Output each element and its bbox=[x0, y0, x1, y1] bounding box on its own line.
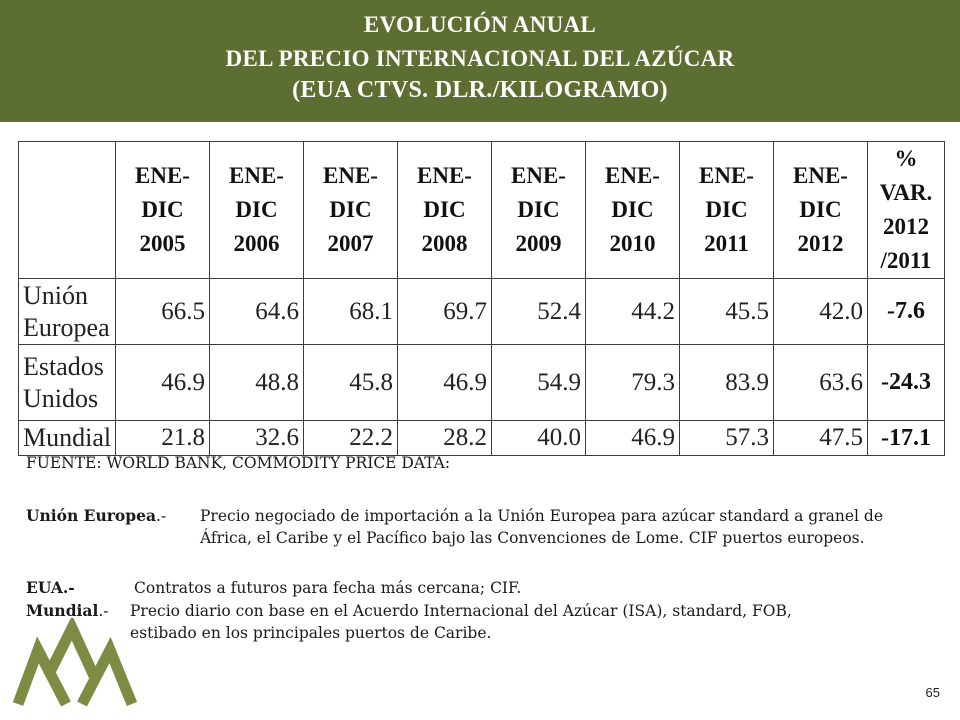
logo-peak-middle bbox=[48, 628, 94, 676]
row-label-estados-unidos: Estados Unidos bbox=[19, 345, 116, 421]
corner-cell bbox=[19, 142, 116, 279]
cell: 63.6 bbox=[774, 345, 868, 421]
cell: 42.0 bbox=[774, 279, 868, 345]
note-mundial: Mundial.- Precio diario con base en el Acuerdo Internacional del Azúcar (ISA), standard, FOB, estibado en los principales puertos de Caribe. bbox=[26, 600, 936, 644]
col-header-2008: ENE-DIC 2008 bbox=[398, 142, 492, 279]
cell: 68.1 bbox=[304, 279, 398, 345]
note-text-mundial-1: Precio diario con base en el Acuerdo Internacional del Azúcar (ISA), standard, FOB, bbox=[130, 602, 792, 620]
col-header-2009: ENE-DIC 2009 bbox=[492, 142, 586, 279]
cell: 52.4 bbox=[492, 279, 586, 345]
variation-cell: -17.1 bbox=[868, 421, 945, 456]
row-label-union-europea: Unión Europea bbox=[19, 279, 116, 345]
col-header-2006: ENE-DIC 2006 bbox=[210, 142, 304, 279]
variation-cell: -24.3 bbox=[868, 345, 945, 421]
cell: 28.2 bbox=[398, 421, 492, 456]
cell: 83.9 bbox=[680, 345, 774, 421]
header-row bbox=[19, 142, 945, 279]
cell: 66.5 bbox=[116, 279, 210, 345]
col-header-2011: ENE-DIC 2011 bbox=[680, 142, 774, 279]
cell: 45.5 bbox=[680, 279, 774, 345]
note-text-union-europea: Precio negociado de importación a la Unión Europea para azúcar standard a granel de África, el Caribe y el Pacífico bajo las Convenciones de Lome. CIF puertos europeos. bbox=[200, 507, 883, 547]
note-eua bbox=[26, 577, 936, 599]
table-row bbox=[19, 421, 945, 456]
cell: 32.6 bbox=[210, 421, 304, 456]
cell: 45.8 bbox=[304, 345, 398, 421]
cell: 64.6 bbox=[210, 279, 304, 345]
cell: 21.8 bbox=[116, 421, 210, 456]
cell: 40.0 bbox=[492, 421, 586, 456]
note-text-mundial-2: estibado en los principales puertos de Caribe. bbox=[130, 624, 492, 642]
title-banner bbox=[0, 0, 960, 122]
cell: 46.9 bbox=[586, 421, 680, 456]
col-header-var: % VAR. 2012 /2011 bbox=[868, 142, 945, 279]
cell: 22.2 bbox=[304, 421, 398, 456]
title-line-3: (EUA CTVS. DLR./KILOGRAMO) bbox=[292, 77, 668, 103]
col-header-2012: ENE-DIC 2012 bbox=[774, 142, 868, 279]
cell: 46.9 bbox=[116, 345, 210, 421]
col-header-2005: ENE-DIC 2005 bbox=[116, 142, 210, 279]
note-text-eua: Contratos a futuros para fecha más cercana; CIF. bbox=[134, 579, 522, 597]
title-line-2: DEL PRECIO INTERNACIONAL DEL AZÚCAR bbox=[225, 46, 735, 71]
note-label-union-europea: Unión Europea bbox=[26, 506, 157, 525]
variation-cell: -7.6 bbox=[868, 279, 945, 345]
cell: 57.3 bbox=[680, 421, 774, 456]
cell: 47.5 bbox=[774, 421, 868, 456]
cell: 54.9 bbox=[492, 345, 586, 421]
cell: 48.8 bbox=[210, 345, 304, 421]
cell: 79.3 bbox=[586, 345, 680, 421]
note-union-europea: Unión Europea.- Precio negociado de importación a la Unión Europea para azúcar standard a granel de África, el Caribe y el Pacífico bajo las Convenciones de Lome. CIF puertos europeos. bbox=[26, 505, 936, 549]
note-label-mundial: Mundial bbox=[26, 601, 99, 620]
source-note: FUENTE: WORLD BANK, COMMODITY PRICE DATA: bbox=[26, 454, 451, 472]
sugar-price-table bbox=[18, 141, 945, 456]
table-row bbox=[19, 345, 945, 421]
row-label-mundial: Mundial bbox=[19, 421, 116, 456]
note-label-eua: EUA.- bbox=[26, 578, 75, 597]
col-header-2007: ENE-DIC 2007 bbox=[304, 142, 398, 279]
company-logo bbox=[10, 618, 140, 710]
cell: 69.7 bbox=[398, 279, 492, 345]
col-header-2010: ENE-DIC 2010 bbox=[586, 142, 680, 279]
page-number: 65 bbox=[925, 685, 940, 700]
cell: 44.2 bbox=[586, 279, 680, 345]
cell: 46.9 bbox=[398, 345, 492, 421]
title-line-1: EVOLUCIÓN ANUAL bbox=[363, 12, 597, 37]
table-row bbox=[19, 279, 945, 345]
